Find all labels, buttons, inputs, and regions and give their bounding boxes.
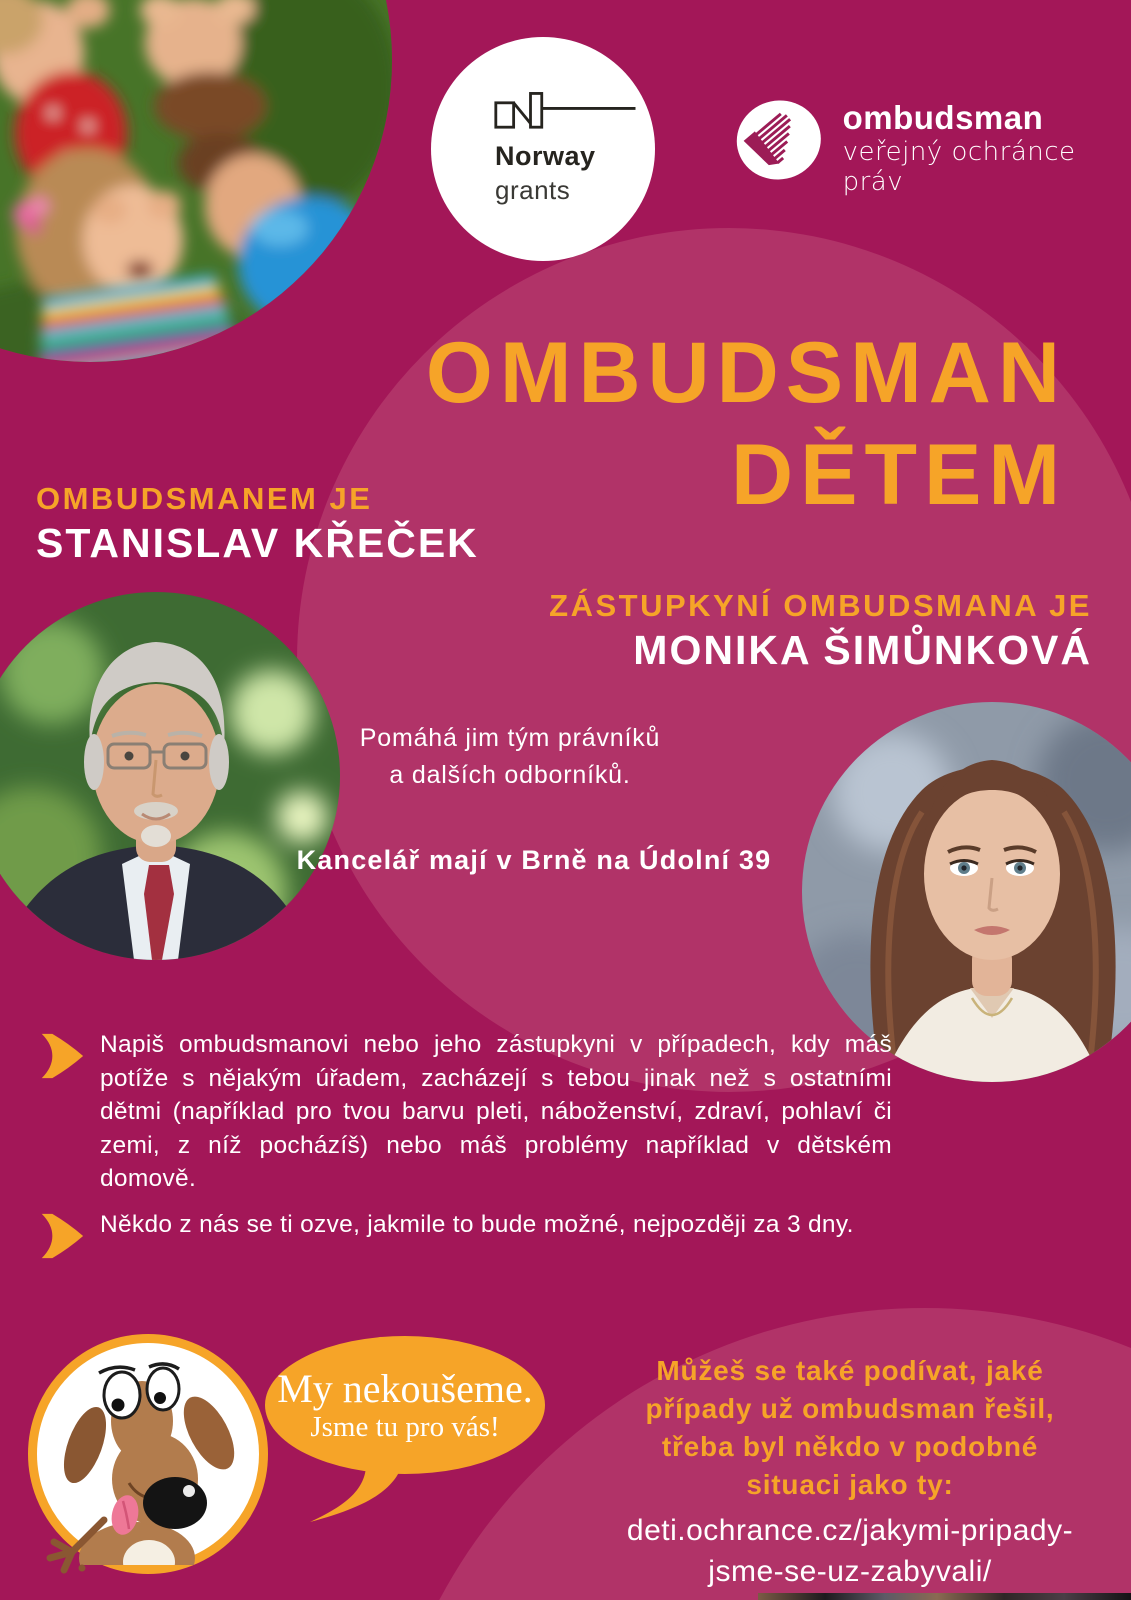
deputy-name: MONIKA ŠIMŮNKOVÁ <box>633 627 1092 673</box>
speech-bubble-tail <box>292 1458 422 1530</box>
ombudsman-name-block <box>36 481 479 567</box>
norway-logo-word-2: grants <box>495 175 571 205</box>
ombudsman-logo-title: ombudsman <box>842 99 1044 136</box>
dog-paw-icon <box>44 1512 118 1586</box>
bullet-item-2 <box>36 1208 892 1262</box>
team-note <box>300 720 720 794</box>
chevron-right-icon <box>36 1030 86 1082</box>
bottom-photo-sliver <box>758 1593 1131 1600</box>
team-note-line-1: Pomáhá jim tým právníků <box>359 724 661 752</box>
title-line-2: DĚTEM <box>731 427 1067 523</box>
promo-line-2: případy už ombudsman řešil, <box>645 1393 1055 1424</box>
page-title <box>426 322 1067 526</box>
title-line-1: OMBUDSMAN <box>425 325 1067 421</box>
ombudsman-name: STANISLAV KŘEČEK <box>36 520 479 566</box>
promo-line-3: třeba byl někdo v podobné <box>661 1431 1039 1462</box>
promo-link <box>580 1510 1120 1592</box>
ombudsman-logo-subtitle: veřejný ochránce práv <box>842 137 1076 197</box>
promo-line-4: situaci jako ty: <box>746 1469 954 1500</box>
ombudsman-label: OMBUDSMANEM JE <box>36 481 373 516</box>
bullet-item-1 <box>36 1028 892 1196</box>
bullet-text-1: Napiš ombudsmanovi nebo jeho zástupkyni v případech, kdy máš potíže s nějakým úřadem, zacházejí s tebou jinak než s ostatními dětmi (například pro tvou barvu pleti, náboženství, zdraví, pohlaví či zemi, z níž pocházíš) nebo máš problémy například v dětském domově. <box>100 1031 892 1192</box>
ombudsman-logo <box>733 93 1131 197</box>
norway-logo-word: Norway <box>495 141 596 171</box>
children-photo <box>0 0 392 362</box>
deputy-label: ZÁSTUPKYNÍ OMBUDSMANA JE <box>549 588 1092 623</box>
chevron-right-icon <box>36 1210 86 1262</box>
promo-line-1: Můžeš se také podívat, jaké <box>656 1355 1044 1386</box>
stanislav-krecek-photo <box>0 592 340 960</box>
children-photo-art <box>0 0 392 362</box>
speech-bubble-line-2: Jsme tu pro vás! <box>310 1411 500 1443</box>
bullet-text-2: Někdo z nás se ti ozve, jakmile to bude možné, nejpozději za 3 dny. <box>100 1211 854 1238</box>
deputy-name-block <box>549 588 1092 674</box>
team-note-line-2: a dalších odborníků. <box>389 761 631 789</box>
promo-link-line-1: deti.ochrance.cz/jakymi-pripady- <box>626 1514 1074 1547</box>
promo-text <box>600 1352 1100 1504</box>
norway-grants-logo <box>431 37 655 261</box>
promo-link-line-2: jsme-se-uz-zabyvali/ <box>708 1555 992 1588</box>
speech-bubble-line-1: My nekoušeme. <box>277 1366 533 1411</box>
krecek-photo-art <box>0 592 340 960</box>
norway-grants-icon <box>493 91 643 139</box>
speech-bubble <box>265 1336 545 1474</box>
ombudsman-icon <box>733 93 825 187</box>
office-note: Kancelář mají v Brně na Údolní 39 <box>296 845 772 875</box>
